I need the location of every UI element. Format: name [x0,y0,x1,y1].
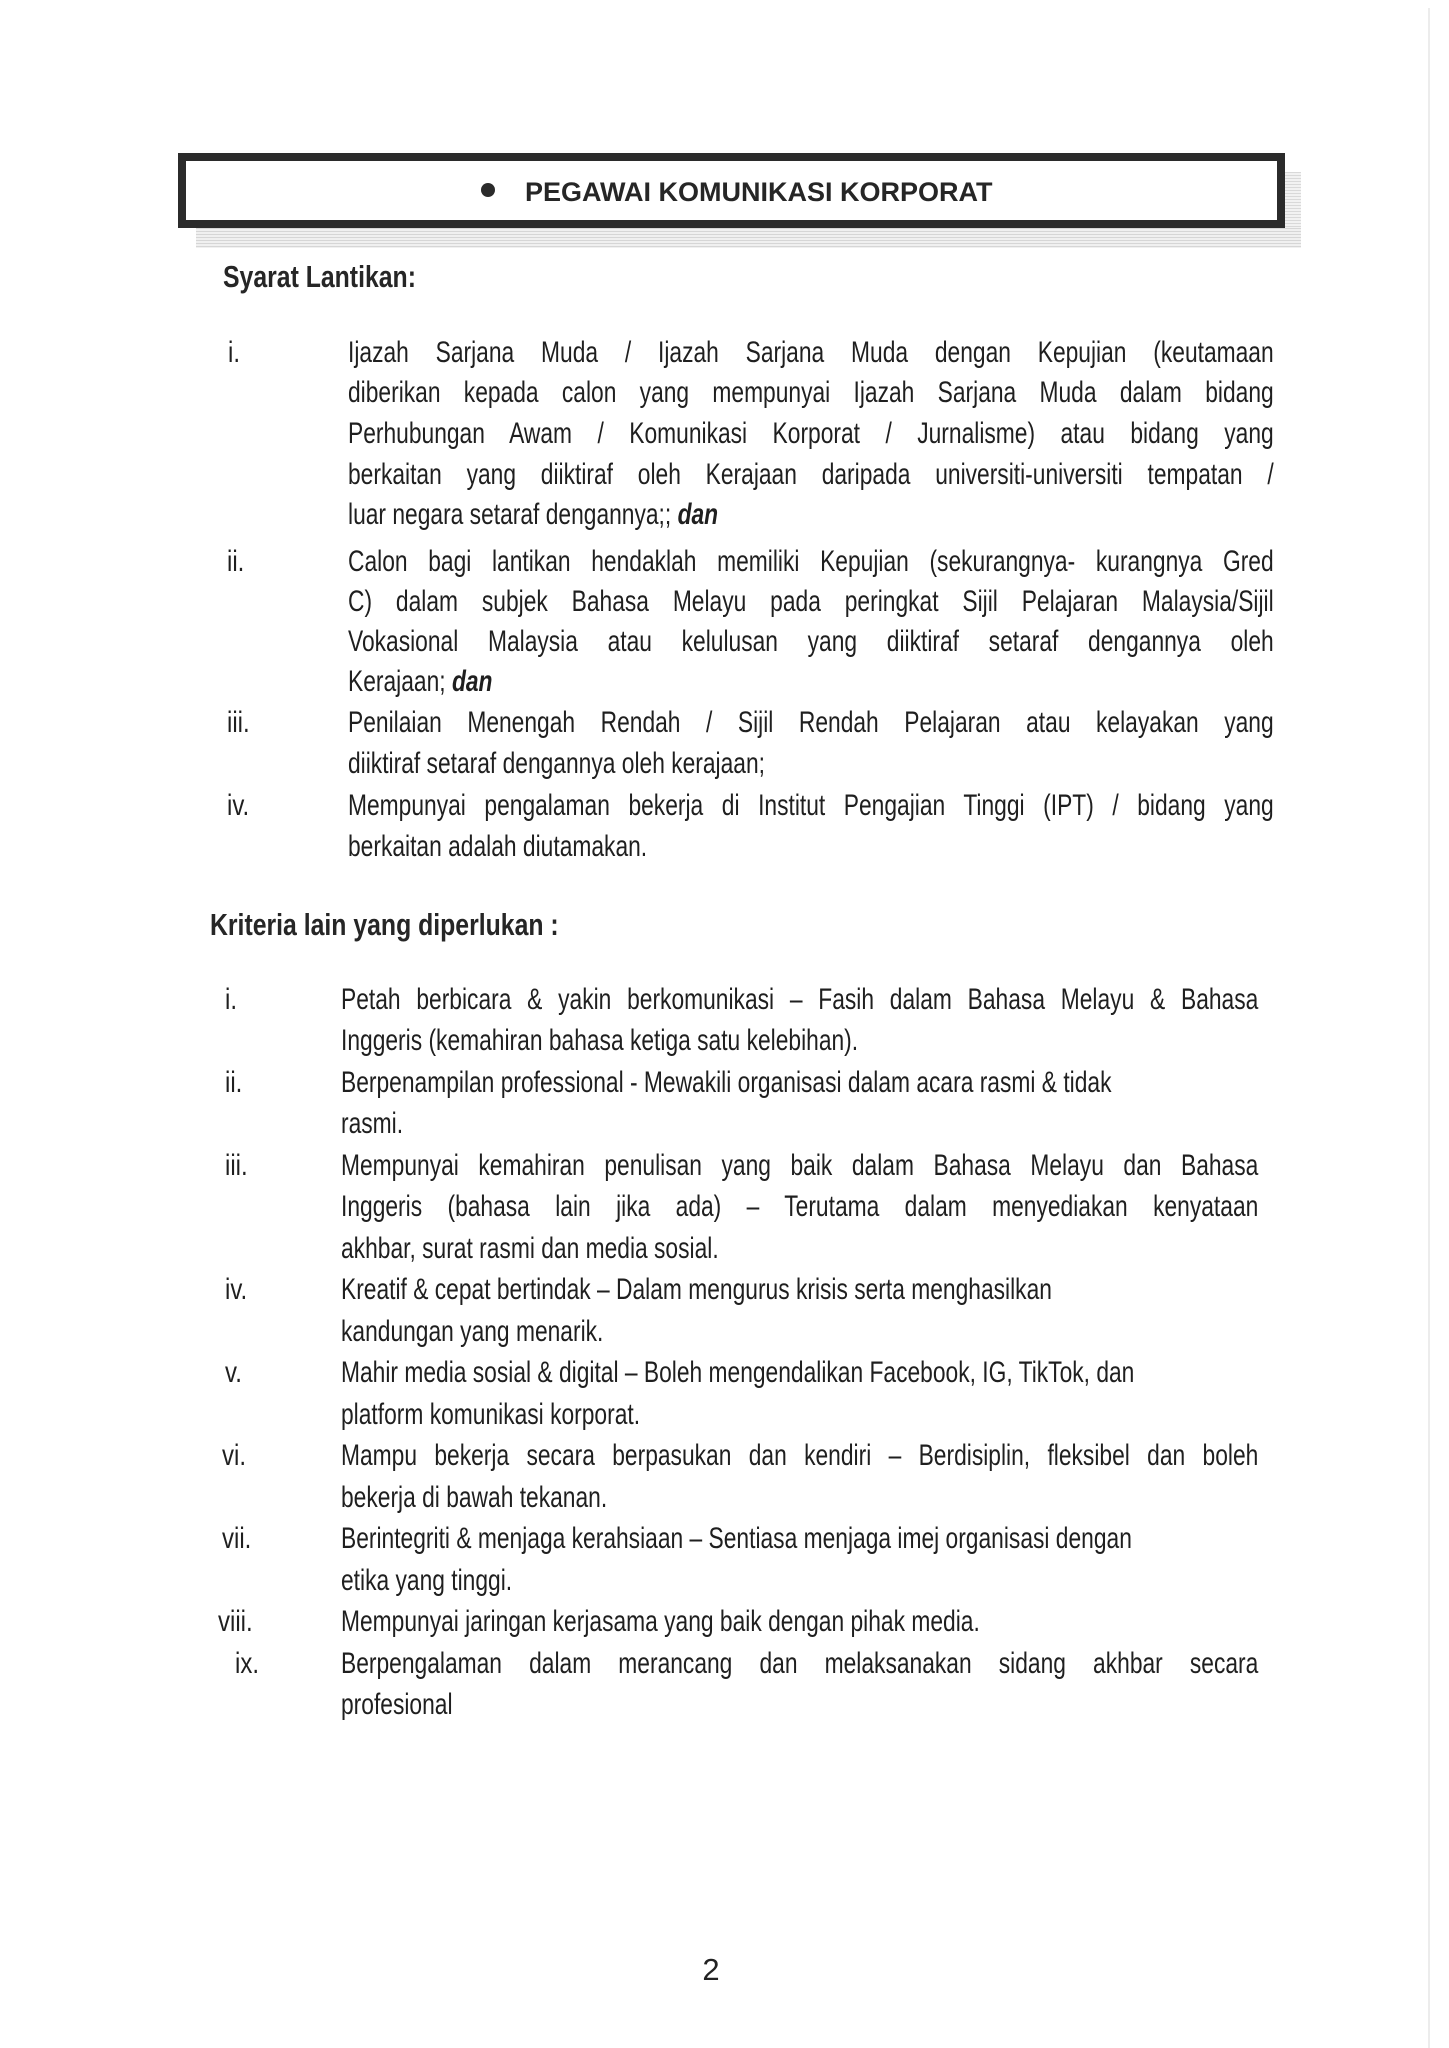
list-item-line: Berpenampilan professional - Mewakili organisasi dalam acara rasmi & tidak [341,1066,1112,1099]
list-item-line: Mahir media sosial & digital – Boleh mengendalikan Facebook, IG, TikTok, dan [341,1356,1135,1389]
list-item-line: Berpengalaman dalam merancang dan melaksanakan sidang akhbar secara [341,1647,1259,1680]
list-number: iii. [227,706,250,739]
page-title: PEGAWAI KOMUNIKASI KORPORAT [525,177,993,207]
list-number: ix. [235,1647,259,1680]
list-item-line: berkaitan adalah diutamakan. [348,830,648,863]
list-number: vi. [222,1439,246,1472]
title-box-shadow [196,228,1301,248]
list-number: ii. [227,545,245,578]
list-item-line: bekerja di bawah tekanan. [341,1481,608,1514]
list-number: v. [225,1356,242,1389]
list-number: i. [228,336,240,369]
list-number: ii. [225,1066,243,1099]
list-number: iii. [225,1149,248,1182]
list-item-line: Kreatif & cepat bertindak – Dalam mengurus krisis serta menghasilkan [341,1273,1052,1306]
list-item-line: Perhubungan Awam / Komunikasi Korporat / Jurnalisme) atau bidang yang [348,417,1274,450]
list-item-line: Inggeris (bahasa lain jika ada) – Terutama dalam menyediakan kenyataan [341,1190,1259,1223]
list-item-line: Ijazah Sarjana Muda / Ijazah Sarjana Muda dengan Kepujian (keutamaan [348,336,1274,369]
list-item-line: Mempunyai pengalaman bekerja di Institut Pengajian Tinggi (IPT) / bidang yang [348,789,1274,822]
list-number: vii. [222,1522,252,1555]
list-item-line: Vokasional Malaysia atau kelulusan yang diiktiraf setaraf dengannya oleh [348,625,1274,658]
list-number: iv. [227,789,250,822]
line-text: luar negara setaraf dengannya;; [348,498,678,531]
list-item-line [348,662,1274,702]
list-item-line: Mampu bekerja secara berpasukan dan kendiri – Berdisiplin, fleksibel dan boleh [341,1439,1259,1472]
list-number: i. [225,983,237,1016]
list-number: viii. [218,1605,253,1638]
line-text: Kerajaan; [348,665,452,698]
emphasis-dan: dan [677,498,719,531]
list-item-line: diberikan kepada calon yang mempunyai Ijazah Sarjana Muda dalam bidang [348,376,1274,409]
list-item-line: C) dalam subjek Bahasa Melayu pada peringkat Sijil Pelajaran Malaysia/Sijil [348,585,1274,618]
list-item-line: diiktiraf setaraf dengannya oleh kerajaan; [348,747,766,780]
list-number: iv. [225,1273,248,1306]
scan-edge-line [1428,8,1430,2048]
list-item-line: profesional [341,1688,453,1721]
list-item-line: kandungan yang menarik. [341,1315,604,1348]
section-heading-syarat: Syarat Lantikan: [223,259,416,294]
list-item-line: akhbar, surat rasmi dan media sosial. [341,1232,719,1265]
list-item-line: Mempunyai kemahiran penulisan yang baik dalam Bahasa Melayu dan Bahasa [341,1149,1259,1182]
emphasis-dan: dan [451,665,493,698]
list-item-line: berkaitan yang diiktiraf oleh Kerajaan daripada universiti-universiti tempatan / [348,458,1274,491]
list-item-line: Penilaian Menengah Rendah / Sijil Rendah Pelajaran atau kelayakan yang [348,706,1274,739]
list-item-line [348,495,1274,535]
list-item-line: Berintegriti & menjaga kerahsiaan – Sentiasa menjaga imej organisasi dengan [341,1522,1132,1555]
bullet-icon [481,183,495,197]
list-item-line: etika yang tinggi. [341,1564,513,1597]
page-number: 2 [702,1952,720,1987]
list-item-line: Petah berbicara & yakin berkomunikasi – Fasih dalam Bahasa Melayu & Bahasa [341,983,1259,1016]
list-item-line: Mempunyai jaringan kerjasama yang baik dengan pihak media. [341,1605,980,1638]
list-item-line: platform komunikasi korporat. [341,1398,641,1431]
list-item-line: rasmi. [341,1107,404,1140]
list-item-line: Calon bagi lantikan hendaklah memiliki Kepujian (sekurangnya- kurangnya Gred [348,545,1274,578]
list-item-line: Inggeris (kemahiran bahasa ketiga satu kelebihan). [341,1024,859,1057]
section-heading-kriteria: Kriteria lain yang diperlukan : [210,907,559,942]
